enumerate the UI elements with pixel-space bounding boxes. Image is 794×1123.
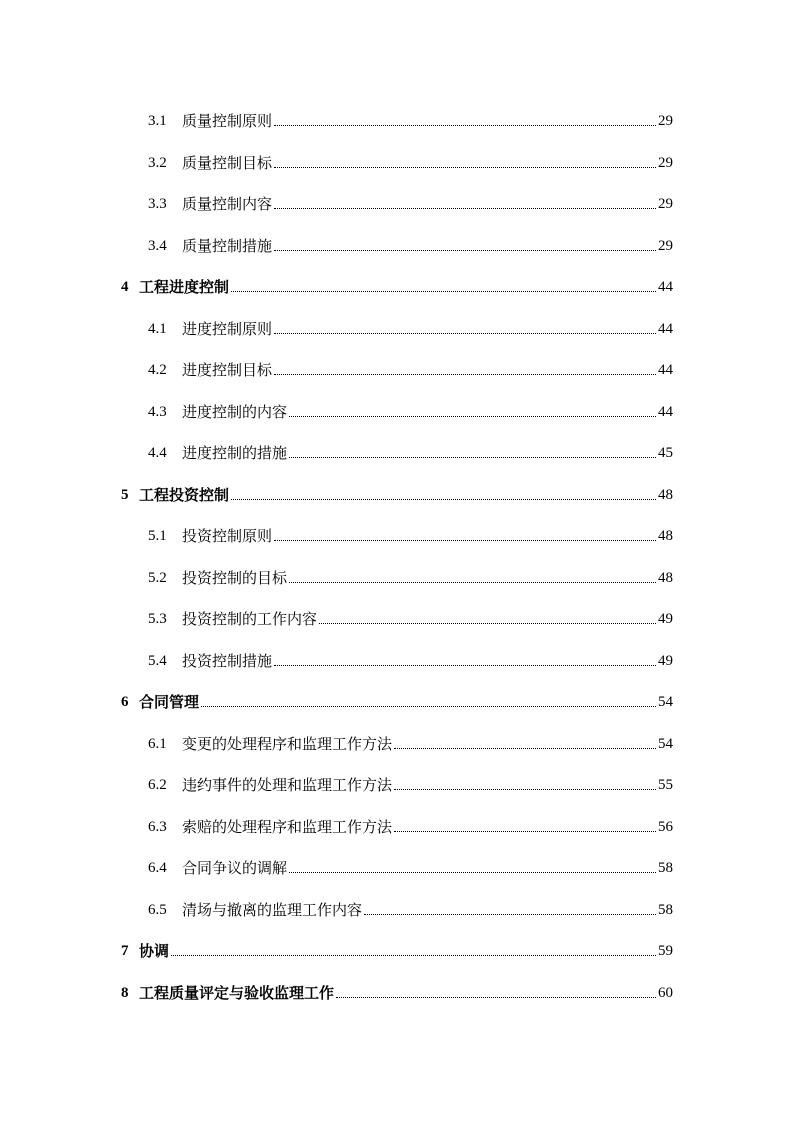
toc-entry-page-number: 60 — [658, 984, 673, 1001]
toc-entry-page-number: 58 — [658, 901, 673, 918]
dot-leader — [336, 997, 656, 998]
toc-entry-title: 合同争议的调解 — [182, 859, 288, 877]
toc-entry-page-number: 59 — [658, 943, 673, 959]
toc-entry-number: 5.3 — [148, 611, 167, 627]
toc-entry-title: 变更的处理程序和监理工作方法 — [182, 734, 393, 753]
toc-entry-number: 6.4 — [148, 860, 167, 876]
toc-entry-page-number: 49 — [658, 611, 673, 627]
toc-entry-number: 4.4 — [148, 445, 167, 461]
toc-entry-title: 清场与撤离的监理工作内容 — [182, 900, 363, 919]
toc-entry-number: 6.2 — [148, 777, 167, 793]
toc-entry-number: 3.4 — [148, 237, 167, 254]
toc-entry-title: 进度控制的措施 — [182, 444, 288, 462]
toc-entry-page-number: 48 — [658, 569, 673, 586]
toc-entry-page-number: 45 — [658, 445, 673, 461]
toc-entry-page-number: 49 — [658, 652, 673, 669]
toc-entry-page-number: 29 — [658, 154, 673, 171]
toc-entry-title: 质量控制措施 — [182, 236, 273, 255]
toc-entry-page-number: 29 — [658, 196, 673, 212]
toc-entry-title: 投资控制原则 — [182, 527, 273, 545]
toc-entry-page-number: 55 — [658, 777, 673, 793]
dot-leader — [394, 831, 656, 832]
toc-entry-page-number: 48 — [658, 486, 673, 503]
toc-entry-number: 6.5 — [148, 901, 167, 918]
toc-entry[interactable] — [148, 770, 673, 794]
toc-entry[interactable] — [148, 646, 673, 670]
toc-entry-page-number: 58 — [658, 860, 673, 876]
dot-leader — [289, 582, 656, 583]
toc-entry-number: 3.2 — [148, 154, 167, 171]
toc-entry[interactable] — [148, 729, 673, 753]
toc-entry[interactable] — [148, 314, 673, 338]
dot-leader — [274, 250, 656, 251]
toc-entry-title: 工程投资控制 — [139, 485, 230, 504]
toc-entry[interactable] — [121, 480, 673, 504]
toc-entry-number: 4.2 — [148, 362, 167, 378]
toc-entry-title: 质量控制目标 — [182, 153, 273, 172]
toc-entry[interactable] — [148, 812, 673, 836]
dot-leader — [319, 623, 656, 624]
dot-leader — [394, 748, 656, 749]
toc-entry[interactable] — [121, 272, 673, 296]
toc-entry-number: 4 — [121, 279, 129, 295]
toc-entry-page-number: 44 — [658, 403, 673, 420]
toc-entry[interactable] — [148, 853, 673, 877]
toc-entry-page-number: 44 — [658, 320, 673, 337]
toc-entry[interactable] — [148, 106, 673, 130]
toc-entry[interactable] — [121, 687, 673, 711]
dot-leader — [394, 789, 656, 790]
toc-entry-title: 工程质量评定与验收监理工作 — [139, 983, 335, 1002]
toc-entry-title: 投资控制的工作内容 — [182, 610, 318, 628]
toc-entry-number: 3.1 — [148, 113, 167, 129]
toc-entry-title: 质量控制原则 — [182, 112, 273, 130]
dot-leader — [231, 499, 656, 500]
toc-entry-page-number: 54 — [658, 694, 673, 710]
dot-leader — [364, 914, 656, 915]
toc-entry[interactable] — [148, 189, 673, 213]
dot-leader — [289, 457, 656, 458]
toc-entry[interactable] — [148, 438, 673, 462]
dot-leader — [274, 333, 656, 334]
toc-entry-page-number: 29 — [658, 113, 673, 129]
toc-entry-title: 投资控制的目标 — [182, 568, 288, 587]
toc-entry-title: 工程进度控制 — [139, 278, 230, 296]
toc-entry-number: 6.1 — [148, 735, 167, 752]
toc-entry-title: 协调 — [139, 942, 170, 960]
toc-entry-number: 5.2 — [148, 569, 167, 586]
toc-entry-title: 合同管理 — [139, 693, 200, 711]
toc-entry-number: 5.1 — [148, 528, 167, 544]
dot-leader — [274, 167, 656, 168]
toc-entry[interactable] — [148, 355, 673, 379]
toc-entry-number: 7 — [121, 943, 129, 959]
toc-entry-title: 进度控制原则 — [182, 319, 273, 338]
toc-entry-number: 3.3 — [148, 196, 167, 212]
toc-entry[interactable] — [148, 521, 673, 545]
toc-entry[interactable] — [148, 604, 673, 628]
dot-leader — [274, 208, 656, 209]
dot-leader — [201, 706, 656, 707]
dot-leader — [274, 125, 656, 126]
dot-leader — [289, 416, 656, 417]
toc-entry-page-number: 44 — [658, 279, 673, 295]
dot-leader — [274, 665, 656, 666]
toc-entry-number: 8 — [121, 984, 129, 1001]
toc-entry-number: 4.3 — [148, 403, 167, 420]
toc-entry-page-number: 44 — [658, 362, 673, 378]
dot-leader — [171, 955, 656, 956]
toc-entry-title: 进度控制的内容 — [182, 402, 288, 421]
toc-entry[interactable] — [148, 563, 673, 587]
toc-entry-title: 质量控制内容 — [182, 195, 273, 213]
toc-entry[interactable] — [121, 936, 673, 960]
toc-entry-number: 6 — [121, 694, 129, 710]
dot-leader — [289, 872, 656, 873]
toc-entry-number: 4.1 — [148, 320, 167, 337]
toc-entry[interactable] — [148, 895, 673, 919]
toc-entry-page-number: 29 — [658, 237, 673, 254]
toc-entry[interactable] — [148, 397, 673, 421]
toc-entry-page-number: 54 — [658, 735, 673, 752]
toc-entry-title: 索赔的处理程序和监理工作方法 — [182, 817, 393, 836]
toc-entry-number: 5.4 — [148, 652, 167, 669]
toc-entry-number: 5 — [121, 486, 129, 503]
toc-entry-number: 6.3 — [148, 818, 167, 835]
toc-entry-title: 违约事件的处理和监理工作方法 — [182, 776, 393, 794]
toc-entry-title: 投资控制措施 — [182, 651, 273, 670]
dot-leader — [274, 540, 656, 541]
toc-entry[interactable] — [148, 231, 673, 255]
toc-entry-page-number: 56 — [658, 818, 673, 835]
toc-entry[interactable] — [148, 148, 673, 172]
dot-leader — [231, 291, 656, 292]
toc-entry-page-number: 48 — [658, 528, 673, 544]
toc-entry-title: 进度控制目标 — [182, 361, 273, 379]
toc-entry[interactable] — [121, 978, 673, 1002]
dot-leader — [274, 374, 656, 375]
